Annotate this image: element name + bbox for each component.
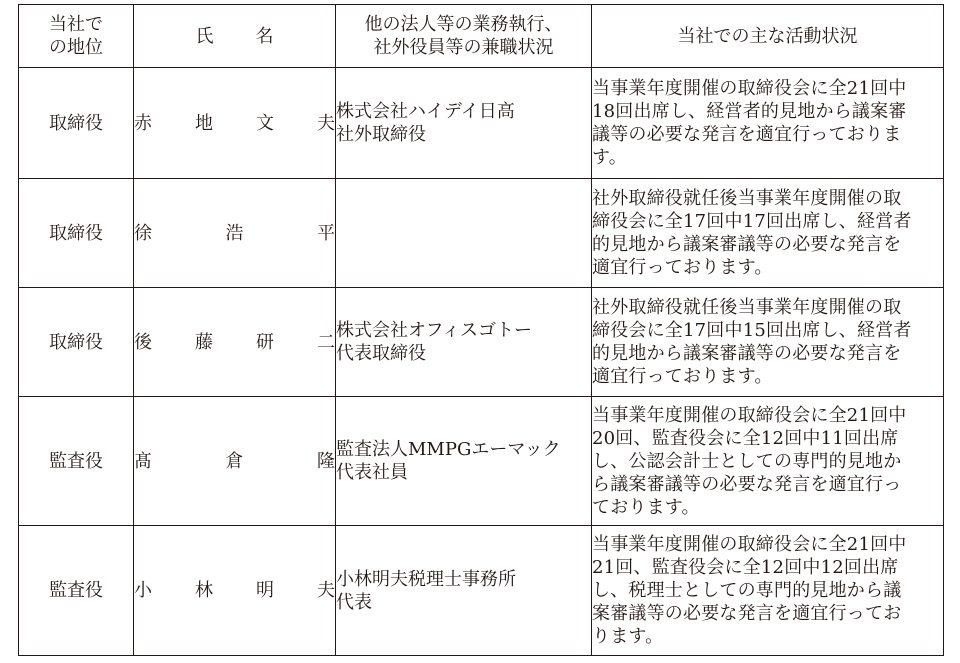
concurrent-line: 代表 xyxy=(336,591,372,613)
position-cell: 取締役 xyxy=(19,179,134,288)
header-name xyxy=(134,5,336,68)
activities-line: 社外取締役就任後当事業年度開催の取 xyxy=(592,188,902,209)
activities-line: 案審議等の必要な発言を適宜行ってお xyxy=(592,603,902,624)
activities-cell xyxy=(592,526,944,656)
name-cell xyxy=(134,68,336,179)
name-char: 二 xyxy=(317,331,335,353)
activities-line: 的見地から議案審議等の必要な発言を xyxy=(592,343,902,364)
name-cell xyxy=(134,288,336,397)
header-concurrent-line: 社外役員等の兼職状況 xyxy=(373,37,554,58)
name-cell xyxy=(134,397,336,526)
name-cell xyxy=(134,179,336,288)
name-char: 後 xyxy=(134,331,152,353)
header-position xyxy=(19,5,134,68)
table-body xyxy=(19,68,944,656)
activities-cell xyxy=(592,397,944,526)
header-position-line: 当社で xyxy=(49,14,103,35)
activities-line: し、税理士としての専門的見地から議 xyxy=(592,580,902,601)
position-cell: 監査役 xyxy=(19,397,134,526)
position-cell: 取締役 xyxy=(19,68,134,179)
concurrent-line: 代表取締役 xyxy=(336,343,426,364)
activities-line: 当事業年度開催の取締役会に全21回中 xyxy=(592,534,907,555)
concurrent-line: 社外取締役 xyxy=(336,124,426,145)
name-char: 小 xyxy=(134,580,152,601)
concurrent-line: 株式会社オフィスゴトー xyxy=(336,320,533,341)
activities-line: し、公認会計士としての専門的見地か xyxy=(592,450,902,472)
concurrent-positions-cell xyxy=(336,526,592,656)
activities-line: 議等の必要な発言を適宜行っておりま xyxy=(592,124,902,145)
activities-line: ら議案審議等の必要な発言を適宜行っ xyxy=(592,473,902,495)
activities-line: 締役会に全17回中17回出席し、経営者 xyxy=(592,211,912,232)
header-name-char: 氏 xyxy=(195,25,214,47)
activities-line: ております。 xyxy=(592,496,700,518)
activities-cell xyxy=(592,68,944,179)
activities-line: 当事業年度開催の取締役会に全21回中 xyxy=(592,78,907,99)
name-char: 夫 xyxy=(317,580,335,601)
header-row xyxy=(19,5,944,68)
name-char: 明 xyxy=(256,580,274,601)
name-char: 林 xyxy=(195,580,213,601)
activities-line: 当事業年度開催の取締役会に全21回中 xyxy=(592,404,907,426)
name-char: 浩 xyxy=(225,222,244,244)
concurrent-positions-cell xyxy=(336,288,592,397)
table-row xyxy=(19,288,944,397)
table-row xyxy=(19,68,944,179)
name-char: 平 xyxy=(317,222,335,244)
concurrent-line: 代表社員 xyxy=(336,462,408,483)
header-name-char: 名 xyxy=(255,25,274,47)
activities-line: 18回出席し、経営者的見地から議案審 xyxy=(592,101,907,122)
position-cell: 取締役 xyxy=(19,288,134,397)
table-row xyxy=(19,179,944,288)
name-char: 倉 xyxy=(225,450,244,472)
name-char: 髙 xyxy=(134,450,152,472)
outside-officers-table xyxy=(18,4,944,656)
concurrent-positions-cell xyxy=(336,179,592,288)
name-char: 文 xyxy=(256,112,274,134)
concurrent-line: 株式会社ハイデイ日高 xyxy=(336,101,515,122)
header-concurrent-positions xyxy=(336,5,592,68)
name-char: 地 xyxy=(195,112,213,134)
header-concurrent-line: 他の法人等の業務執行、 xyxy=(364,14,563,35)
name-char: 研 xyxy=(256,331,274,353)
concurrent-positions-cell xyxy=(336,68,592,179)
activities-line: 的見地から議案審議等の必要な発言を xyxy=(592,234,902,255)
name-char: 夫 xyxy=(317,112,335,134)
header-position-line: の地位 xyxy=(49,37,103,58)
concurrent-line: 小林明夫税理士事務所 xyxy=(336,568,516,590)
name-char: 藤 xyxy=(195,331,213,353)
table-row xyxy=(19,526,944,656)
position-cell: 監査役 xyxy=(19,526,134,656)
activities-cell xyxy=(592,179,944,288)
name-char: 徐 xyxy=(134,222,152,244)
name-char: 隆 xyxy=(317,450,335,472)
table-header xyxy=(19,5,944,68)
activities-line: 締役会に全17回中15回出席し、経営者 xyxy=(592,320,912,341)
activities-line: 21回、監査役会に全12回中12回出席 xyxy=(592,557,899,578)
table-row xyxy=(19,397,944,526)
activities-line: す。 xyxy=(592,147,627,168)
name-cell xyxy=(134,526,336,656)
activities-line: ります。 xyxy=(592,626,664,647)
concurrent-line: 監査法人MMPGエーマック xyxy=(336,439,561,460)
name-char: 赤 xyxy=(134,112,152,134)
header-activities: 当社での主な活動状況 xyxy=(592,5,944,68)
activities-line: 20回、監査役会に全12回中11回出席 xyxy=(592,427,899,449)
concurrent-positions-cell xyxy=(336,397,592,526)
activities-line: 社外取締役就任後当事業年度開催の取 xyxy=(592,297,902,318)
activities-cell xyxy=(592,288,944,397)
activities-line: 適宜行っております。 xyxy=(592,366,773,387)
activities-line: 適宜行っております。 xyxy=(592,257,773,278)
